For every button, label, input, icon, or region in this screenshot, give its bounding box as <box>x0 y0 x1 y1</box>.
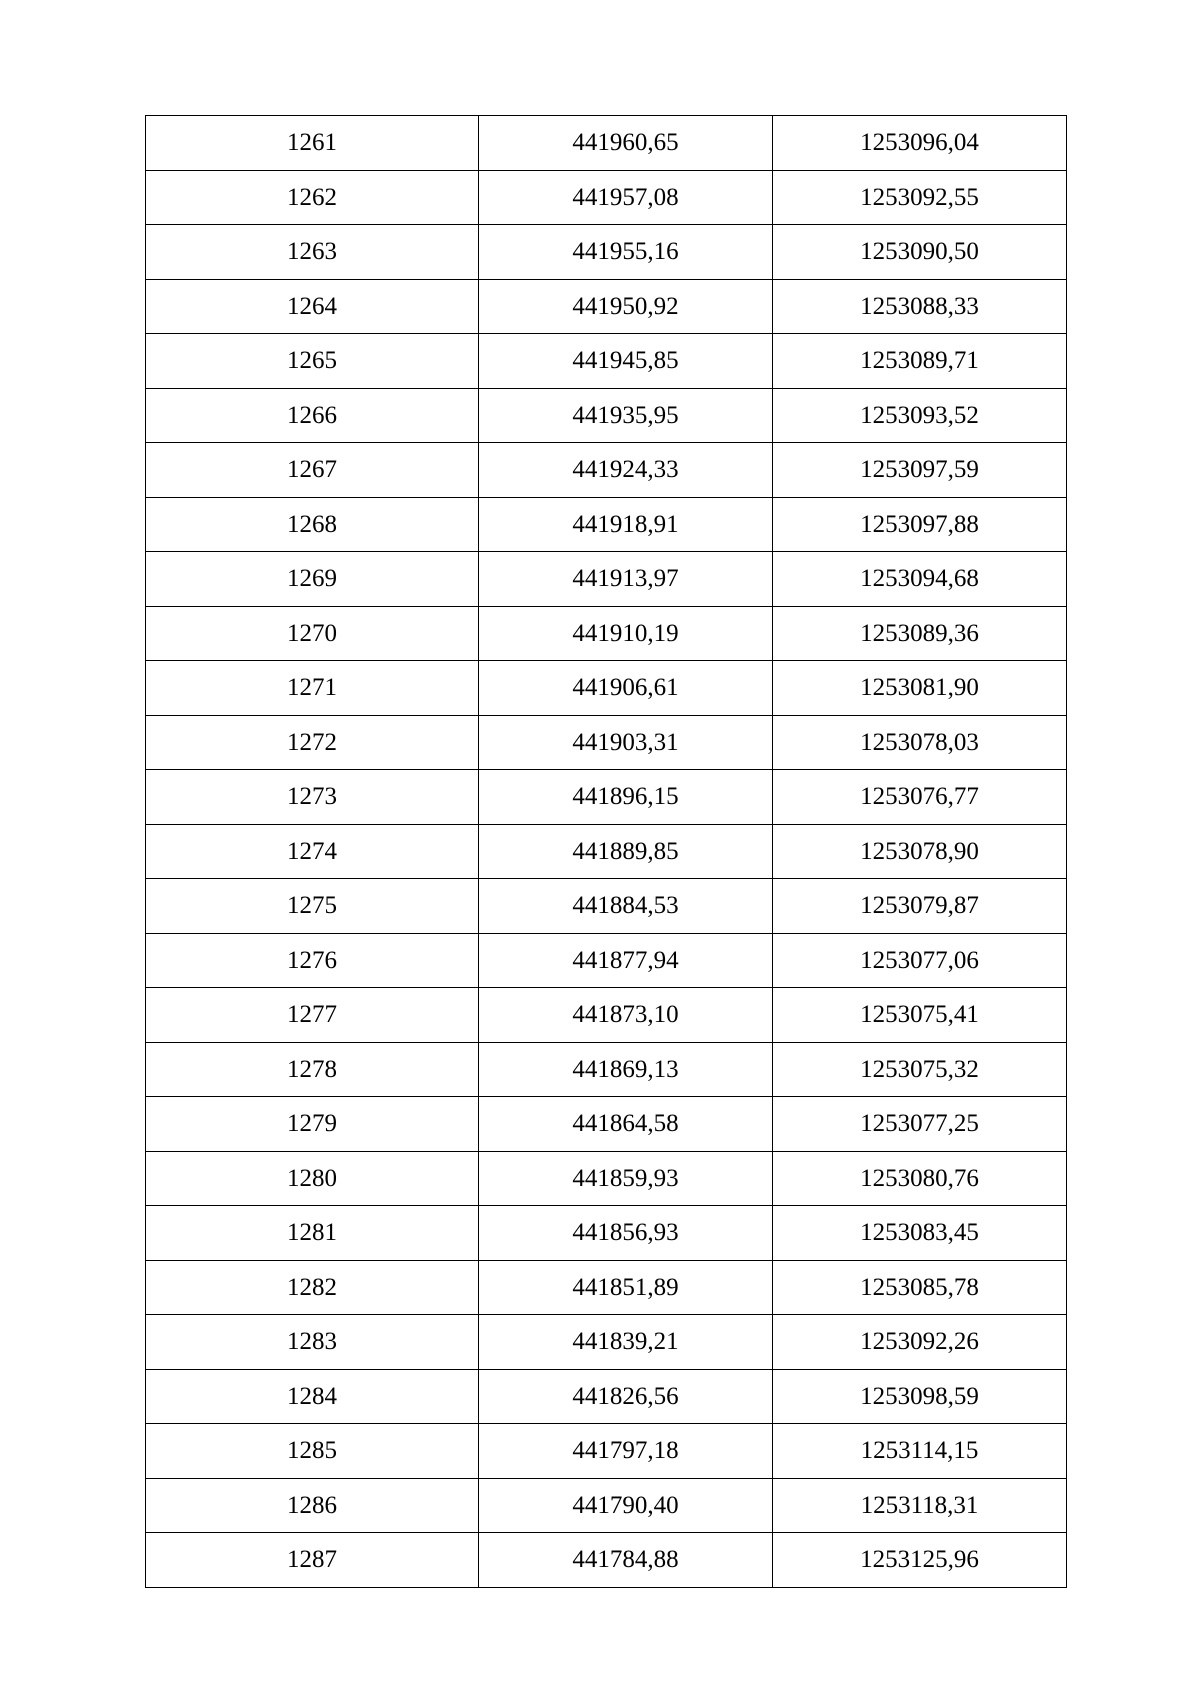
table-row <box>146 552 1067 607</box>
table-row <box>146 1424 1067 1479</box>
table-row <box>146 933 1067 988</box>
x-coordinate-cell: 441918,91 <box>479 497 773 552</box>
y-coordinate-cell: 1253090,50 <box>773 225 1067 280</box>
point-number-cell: 1283 <box>146 1315 479 1370</box>
x-coordinate-cell: 441906,61 <box>479 661 773 716</box>
y-coordinate-cell: 1253097,88 <box>773 497 1067 552</box>
y-coordinate-cell: 1253077,25 <box>773 1097 1067 1152</box>
table-row <box>146 116 1067 171</box>
table-row <box>146 770 1067 825</box>
table-row <box>146 1097 1067 1152</box>
point-number-cell: 1279 <box>146 1097 479 1152</box>
x-coordinate-cell: 441851,89 <box>479 1260 773 1315</box>
x-coordinate-cell: 441957,08 <box>479 170 773 225</box>
table-row <box>146 443 1067 498</box>
table-row <box>146 334 1067 389</box>
x-coordinate-cell: 441884,53 <box>479 879 773 934</box>
y-coordinate-cell: 1253079,87 <box>773 879 1067 934</box>
point-number-cell: 1263 <box>146 225 479 280</box>
point-number-cell: 1269 <box>146 552 479 607</box>
y-coordinate-cell: 1253085,78 <box>773 1260 1067 1315</box>
point-number-cell: 1266 <box>146 388 479 443</box>
y-coordinate-cell: 1253114,15 <box>773 1424 1067 1479</box>
y-coordinate-cell: 1253075,41 <box>773 988 1067 1043</box>
y-coordinate-cell: 1253083,45 <box>773 1206 1067 1261</box>
x-coordinate-cell: 441877,94 <box>479 933 773 988</box>
x-coordinate-cell: 441960,65 <box>479 116 773 171</box>
y-coordinate-cell: 1253089,71 <box>773 334 1067 389</box>
y-coordinate-cell: 1253075,32 <box>773 1042 1067 1097</box>
table-row <box>146 988 1067 1043</box>
point-number-cell: 1268 <box>146 497 479 552</box>
point-number-cell: 1270 <box>146 606 479 661</box>
y-coordinate-cell: 1253092,55 <box>773 170 1067 225</box>
x-coordinate-cell: 441873,10 <box>479 988 773 1043</box>
table-row <box>146 225 1067 280</box>
y-coordinate-cell: 1253093,52 <box>773 388 1067 443</box>
point-number-cell: 1280 <box>146 1151 479 1206</box>
x-coordinate-cell: 441910,19 <box>479 606 773 661</box>
table-row <box>146 606 1067 661</box>
table-row <box>146 879 1067 934</box>
table-row <box>146 1478 1067 1533</box>
y-coordinate-cell: 1253078,03 <box>773 715 1067 770</box>
x-coordinate-cell: 441859,93 <box>479 1151 773 1206</box>
point-number-cell: 1272 <box>146 715 479 770</box>
x-coordinate-cell: 441839,21 <box>479 1315 773 1370</box>
x-coordinate-cell: 441797,18 <box>479 1424 773 1479</box>
y-coordinate-cell: 1253078,90 <box>773 824 1067 879</box>
table-row <box>146 1151 1067 1206</box>
table-row <box>146 1533 1067 1588</box>
x-coordinate-cell: 441869,13 <box>479 1042 773 1097</box>
y-coordinate-cell: 1253118,31 <box>773 1478 1067 1533</box>
coordinates-table <box>145 115 1067 1588</box>
point-number-cell: 1276 <box>146 933 479 988</box>
x-coordinate-cell: 441864,58 <box>479 1097 773 1152</box>
x-coordinate-cell: 441950,92 <box>479 279 773 334</box>
table-row <box>146 715 1067 770</box>
point-number-cell: 1267 <box>146 443 479 498</box>
point-number-cell: 1261 <box>146 116 479 171</box>
point-number-cell: 1277 <box>146 988 479 1043</box>
table-row <box>146 1042 1067 1097</box>
y-coordinate-cell: 1253098,59 <box>773 1369 1067 1424</box>
y-coordinate-cell: 1253096,04 <box>773 116 1067 171</box>
y-coordinate-cell: 1253097,59 <box>773 443 1067 498</box>
point-number-cell: 1264 <box>146 279 479 334</box>
x-coordinate-cell: 441903,31 <box>479 715 773 770</box>
point-number-cell: 1274 <box>146 824 479 879</box>
point-number-cell: 1282 <box>146 1260 479 1315</box>
x-coordinate-cell: 441889,85 <box>479 824 773 879</box>
table-row <box>146 661 1067 716</box>
x-coordinate-cell: 441790,40 <box>479 1478 773 1533</box>
table-row <box>146 824 1067 879</box>
table-row <box>146 1260 1067 1315</box>
y-coordinate-cell: 1253080,76 <box>773 1151 1067 1206</box>
point-number-cell: 1281 <box>146 1206 479 1261</box>
point-number-cell: 1275 <box>146 879 479 934</box>
x-coordinate-cell: 441896,15 <box>479 770 773 825</box>
y-coordinate-cell: 1253125,96 <box>773 1533 1067 1588</box>
table-row <box>146 1369 1067 1424</box>
y-coordinate-cell: 1253089,36 <box>773 606 1067 661</box>
point-number-cell: 1287 <box>146 1533 479 1588</box>
x-coordinate-cell: 441784,88 <box>479 1533 773 1588</box>
point-number-cell: 1278 <box>146 1042 479 1097</box>
y-coordinate-cell: 1253077,06 <box>773 933 1067 988</box>
table-row <box>146 1206 1067 1261</box>
x-coordinate-cell: 441945,85 <box>479 334 773 389</box>
point-number-cell: 1271 <box>146 661 479 716</box>
table-row <box>146 497 1067 552</box>
y-coordinate-cell: 1253088,33 <box>773 279 1067 334</box>
x-coordinate-cell: 441913,97 <box>479 552 773 607</box>
x-coordinate-cell: 441935,95 <box>479 388 773 443</box>
point-number-cell: 1284 <box>146 1369 479 1424</box>
x-coordinate-cell: 441955,16 <box>479 225 773 280</box>
x-coordinate-cell: 441856,93 <box>479 1206 773 1261</box>
y-coordinate-cell: 1253081,90 <box>773 661 1067 716</box>
y-coordinate-cell: 1253094,68 <box>773 552 1067 607</box>
y-coordinate-cell: 1253092,26 <box>773 1315 1067 1370</box>
x-coordinate-cell: 441826,56 <box>479 1369 773 1424</box>
x-coordinate-cell: 441924,33 <box>479 443 773 498</box>
point-number-cell: 1262 <box>146 170 479 225</box>
y-coordinate-cell: 1253076,77 <box>773 770 1067 825</box>
table-row <box>146 388 1067 443</box>
point-number-cell: 1285 <box>146 1424 479 1479</box>
point-number-cell: 1273 <box>146 770 479 825</box>
coordinates-table-body <box>146 116 1067 1588</box>
table-row <box>146 170 1067 225</box>
table-row <box>146 279 1067 334</box>
point-number-cell: 1265 <box>146 334 479 389</box>
table-row <box>146 1315 1067 1370</box>
point-number-cell: 1286 <box>146 1478 479 1533</box>
